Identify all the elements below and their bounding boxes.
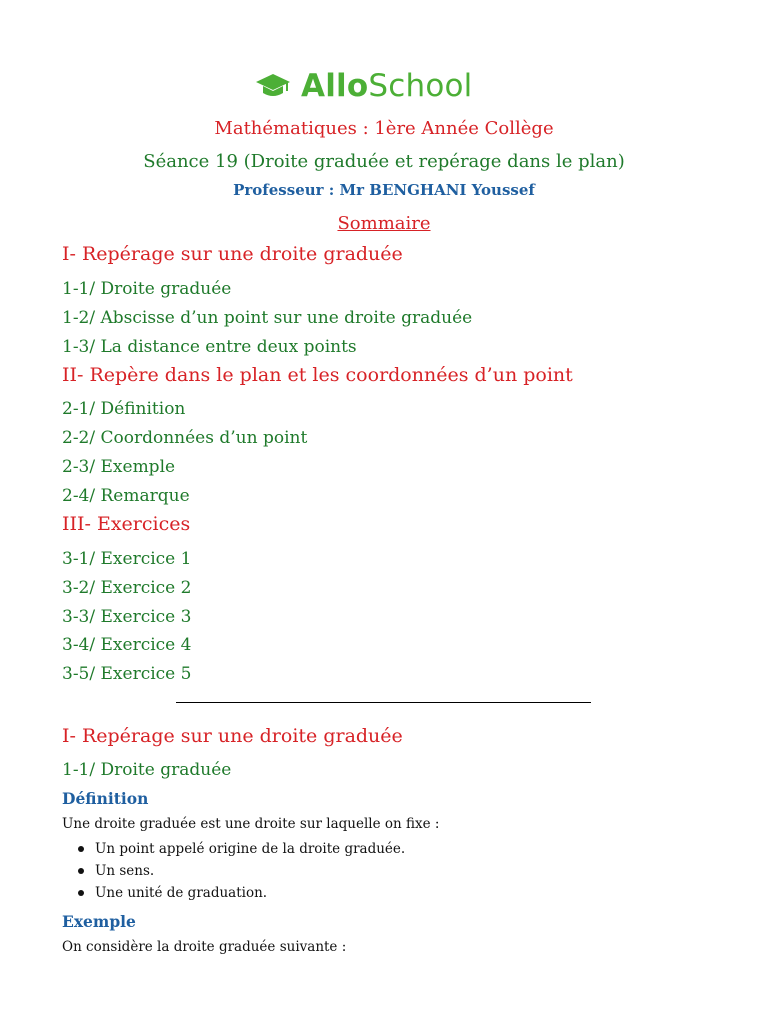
brand-regular: School	[368, 68, 473, 104]
summary-item[interactable]: 3-1/ Exercice 1	[62, 549, 192, 569]
definition-heading: Définition	[62, 789, 149, 808]
session-title: Séance 19 (Droite graduée et repérage dans le plan)	[143, 151, 625, 172]
example-text: On considère la droite graduée suivante :	[62, 939, 347, 955]
summary-title: Sommaire	[337, 213, 431, 234]
summary-item[interactable]: 1-1/ Droite graduée	[62, 279, 232, 299]
brand-name	[301, 68, 472, 104]
alloschool-logo	[255, 66, 472, 106]
summary-item[interactable]: 3-4/ Exercice 4	[62, 635, 192, 655]
subsection-title: 1-1/ Droite graduée	[62, 760, 232, 780]
summary-item[interactable]: 1-3/ La distance entre deux points	[62, 337, 357, 357]
example-heading: Exemple	[62, 912, 136, 931]
summary-item[interactable]: 3-5/ Exercice 5	[62, 664, 192, 684]
summary-item[interactable]: 1-2/ Abscisse d’un point sur une droite graduée	[62, 308, 473, 328]
subject-title: Mathématiques : 1ère Année Collège	[214, 118, 554, 139]
brand-bold: Allo	[301, 68, 369, 104]
summary-item[interactable]: 2-3/ Exemple	[62, 457, 176, 477]
list-item: Un sens.	[76, 860, 405, 882]
summary-item[interactable]: 2-1/ Définition	[62, 399, 186, 419]
summary-item[interactable]: 3-2/ Exercice 2	[62, 578, 192, 598]
summary-item[interactable]: 3-3/ Exercice 3	[62, 607, 192, 627]
teacher-name: Professeur : Mr BENGHANI Youssef	[233, 181, 535, 199]
list-item: Une unité de graduation.	[76, 882, 405, 904]
list-item: Un point appelé origine de la droite graduée.	[76, 838, 405, 860]
separator-rule	[176, 702, 591, 703]
section-title: I- Repérage sur une droite graduée	[62, 725, 403, 747]
summary-section-1[interactable]: I- Repérage sur une droite graduée	[62, 243, 403, 265]
graduation-cap-icon	[255, 71, 291, 101]
summary-item[interactable]: 2-2/ Coordonnées d’un point	[62, 428, 308, 448]
definition-list	[76, 838, 405, 904]
summary-section-3[interactable]: III- Exercices	[62, 513, 191, 535]
summary-item[interactable]: 2-4/ Remarque	[62, 486, 190, 506]
definition-text: Une droite graduée est une droite sur laquelle on fixe :	[62, 816, 440, 832]
summary-section-2[interactable]: II- Repère dans le plan et les coordonnées d’un point	[62, 364, 573, 386]
